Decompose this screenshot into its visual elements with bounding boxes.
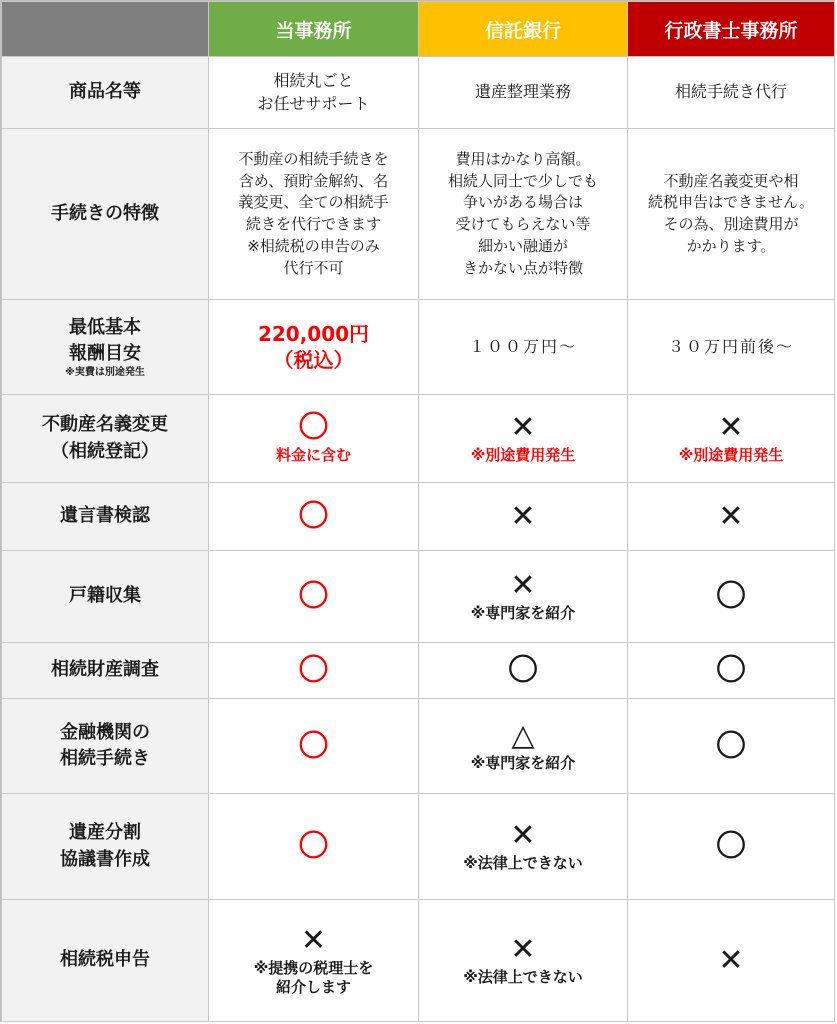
registration-label-line: （相続登記）	[51, 440, 159, 462]
features-line: 義変更、全ての相続手	[238, 193, 389, 212]
row-koseki	[2, 551, 835, 643]
row-division	[2, 794, 835, 900]
fee-label-line: 最低基本	[69, 316, 141, 338]
header-trust-bank: 信託銀行	[419, 2, 628, 57]
fee-price: 220,000円	[257, 322, 370, 346]
circle-mark-icon: 〇	[298, 410, 329, 446]
row-registration	[2, 395, 835, 483]
cross-mark-icon: ✕	[510, 499, 536, 534]
features-line: 含め、預貯金解約、名	[238, 171, 389, 190]
cross-mark-icon: ✕	[718, 943, 744, 978]
header-scrivener-office: 行政書士事務所	[628, 2, 835, 57]
circle-mark-icon: 〇	[298, 499, 329, 534]
cross-mark-icon: ✕	[510, 568, 536, 604]
cell-product-trust-bank: 遺産整理業務	[419, 57, 628, 129]
cross-mark-icon: ✕	[718, 499, 744, 534]
registration-label-line: 不動産名義変更	[42, 414, 168, 436]
koseki-note: ※専門家を紹介	[470, 604, 576, 623]
cross-mark-icon: ✕	[510, 818, 536, 854]
header-our-office: 当事務所	[209, 2, 419, 57]
registration-note: ※別途費用発生	[470, 446, 576, 465]
cell-tax-our-office	[209, 900, 419, 1022]
features-line: 争いがある場合は	[462, 193, 583, 212]
bank-label-line: 相続手続き	[60, 748, 150, 769]
features-line: 代行不可	[283, 258, 344, 277]
cell-koseki-our-office	[209, 551, 419, 643]
circle-mark-icon: 〇	[298, 579, 329, 614]
circle-mark-icon: 〇	[298, 829, 329, 864]
features-line: 不動産の相続手続きを	[238, 149, 389, 168]
row-fee	[2, 300, 835, 395]
features-line: 費用はかなり高額。	[455, 149, 591, 168]
row-tax	[2, 900, 835, 1022]
registration-note: ※別途費用発生	[678, 446, 784, 465]
cell-bank-trust-bank	[419, 699, 628, 794]
circle-mark-icon: 〇	[298, 653, 329, 688]
circle-mark-icon: 〇	[298, 728, 329, 764]
cell-division-scrivener	[628, 794, 835, 900]
registration-note: 料金に含む	[275, 446, 351, 465]
division-label-line: 協議書作成	[60, 848, 150, 870]
product-name-line: お任せサポート	[257, 93, 370, 113]
row-features	[2, 129, 835, 300]
cell-bank-scrivener	[628, 699, 835, 794]
features-line: 不動産名義変更や相	[663, 171, 799, 190]
triangle-mark-icon: △	[511, 717, 535, 753]
cross-mark-icon: ✕	[718, 410, 744, 446]
features-line: 相続人同士で少しでも	[447, 171, 598, 190]
bank-label-line: 金融機関の	[60, 721, 150, 743]
cell-registration-our-office	[209, 395, 419, 483]
cell-registration-scrivener	[628, 395, 835, 483]
tax-note-line: ※提携の税理士を	[253, 958, 374, 977]
circle-mark-icon: 〇	[508, 653, 538, 688]
cell-division-trust-bank	[419, 794, 628, 900]
cell-fee-trust-bank: １００万円～	[419, 300, 628, 395]
product-name-line: 相続丸ごと	[273, 71, 354, 91]
features-line: かかります。	[686, 236, 776, 255]
row-label-product-name: 商品名等	[2, 57, 209, 129]
fee-tax-included: （税込）	[273, 348, 354, 372]
circle-mark-icon: 〇	[716, 829, 746, 864]
row-label-will: 遺言書検認	[2, 483, 209, 551]
comparison-table	[1, 1, 835, 1022]
features-line: その為、別途費用が	[663, 215, 799, 233]
row-assets	[2, 643, 835, 699]
header-row	[2, 2, 835, 57]
bank-note: ※専門家を紹介	[470, 753, 576, 772]
cell-assets-scrivener	[628, 643, 835, 699]
cell-koseki-scrivener	[628, 551, 835, 643]
cell-will-scrivener	[628, 483, 835, 551]
features-line: 続税申告はできません。	[648, 193, 814, 212]
row-product-name	[2, 57, 835, 129]
features-line: 続きを代行できます	[245, 215, 381, 233]
cell-fee-scrivener: ３０万円前後～	[628, 300, 835, 395]
row-label-tax: 相続税申告	[2, 900, 209, 1022]
features-line: 細かい融通が	[477, 236, 568, 255]
cell-features-trust-bank	[419, 129, 628, 300]
cell-tax-trust-bank	[419, 900, 628, 1022]
cell-will-trust-bank	[419, 483, 628, 551]
row-will	[2, 483, 835, 551]
cross-mark-icon: ✕	[300, 922, 327, 958]
tax-note	[213, 959, 414, 998]
cell-product-our-office	[209, 57, 419, 129]
circle-mark-icon: 〇	[716, 653, 746, 688]
circle-mark-icon: 〇	[716, 728, 746, 764]
cell-bank-our-office	[209, 699, 419, 794]
row-label-bank	[2, 699, 209, 794]
fee-label-line: 報酬目安	[69, 343, 141, 364]
row-label-fee	[2, 300, 209, 395]
cell-assets-our-office	[209, 643, 419, 699]
circle-mark-icon: 〇	[716, 579, 746, 614]
tax-note: ※法律上できない	[463, 968, 583, 987]
row-label-registration	[2, 395, 209, 483]
row-label-koseki: 戸籍収集	[2, 551, 209, 643]
cell-registration-trust-bank	[419, 395, 628, 483]
fee-label-note: ※実費は別途発生	[65, 367, 145, 379]
cell-division-our-office	[209, 794, 419, 900]
features-line: ※相続税の申告のみ	[247, 236, 380, 255]
header-corner	[2, 2, 209, 57]
features-line: 受けてもらえない等	[455, 215, 591, 233]
cell-features-scrivener	[628, 129, 835, 300]
division-label-line: 遺産分割	[69, 822, 141, 844]
tax-note-line: 紹介します	[275, 978, 351, 996]
row-label-assets: 相続財産調査	[2, 643, 209, 699]
cell-tax-scrivener	[628, 900, 835, 1022]
features-line: きかない点が特徴	[462, 258, 583, 277]
cell-product-scrivener: 相続手続き代行	[628, 57, 835, 129]
cell-koseki-trust-bank	[419, 551, 628, 643]
cell-features-our-office	[209, 129, 419, 300]
row-label-features: 手続きの特徴	[2, 129, 209, 300]
cross-mark-icon: ✕	[510, 932, 536, 968]
row-bank	[2, 699, 835, 794]
cell-fee-our-office	[209, 300, 419, 395]
division-note: ※法律上できない	[463, 854, 583, 873]
cell-assets-trust-bank	[419, 643, 628, 699]
row-label-division	[2, 794, 209, 900]
cross-mark-icon: ✕	[510, 410, 536, 446]
cell-will-our-office	[209, 483, 419, 551]
